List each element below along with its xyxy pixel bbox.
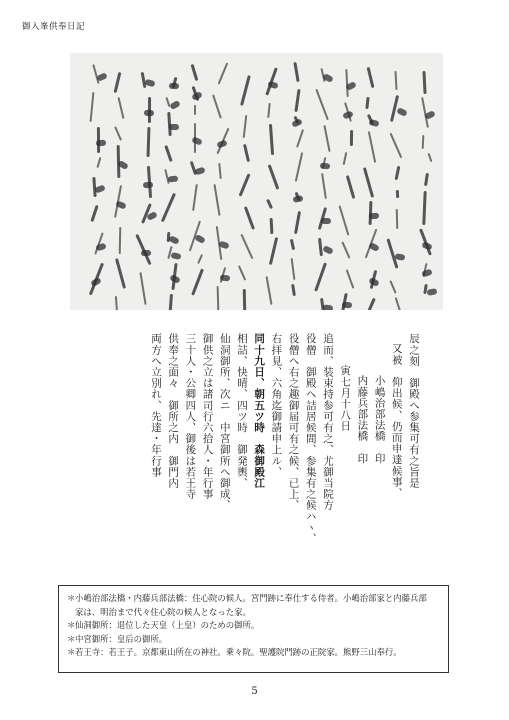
manuscript-stroke <box>238 266 246 281</box>
manuscript-stroke <box>293 62 299 82</box>
footnote-item: ＊小嶋治部法橋・内藤兵部法橋：住心院の候人。宮門跡に奉仕する侍者。小嶋治部家と内藤兵部 <box>67 592 440 606</box>
transcription-line: 又被 仰出候、仍而申達候事、 <box>390 343 403 499</box>
manuscript-stroke <box>194 234 206 244</box>
manuscript-stroke <box>146 127 150 157</box>
manuscript-stroke <box>217 139 228 148</box>
manuscript-stroke <box>424 173 429 186</box>
manuscript-stroke <box>294 89 300 112</box>
manuscript-stroke <box>240 75 251 105</box>
transcription-line: 辰之刻 御殿へ参集可有之旨是 <box>408 333 420 489</box>
transcription-line: 相詰、快晴、四ツ時 御発輿、 <box>235 333 248 489</box>
manuscript-stroke <box>168 294 173 310</box>
manuscript-stroke <box>169 124 179 130</box>
manuscript-stroke <box>396 107 408 117</box>
manuscript-stroke <box>296 129 304 148</box>
manuscript-stroke <box>422 71 426 94</box>
manuscript-stroke <box>394 71 397 90</box>
manuscript-stroke <box>321 218 331 224</box>
manuscript-stroke <box>267 164 279 189</box>
manuscript-stroke <box>268 237 277 265</box>
manuscript-stroke <box>390 280 397 294</box>
manuscript-stroke <box>118 98 125 120</box>
manuscript-stroke <box>295 152 303 182</box>
manuscript-stroke <box>323 125 330 152</box>
manuscript-stroke <box>168 176 179 183</box>
footnote-item: 家は、明治まで代々住心院の候人となった家。 <box>75 606 251 617</box>
page-number: 5 <box>251 686 258 697</box>
manuscript-stroke <box>217 62 228 84</box>
manuscript-stroke <box>191 137 203 147</box>
manuscript-stroke <box>318 238 323 256</box>
manuscript-stroke <box>345 175 354 198</box>
manuscript-stroke <box>115 258 126 288</box>
note-marker: ＊ <box>67 593 76 603</box>
transcription-line: 供奉之面々 御所之内 御門内 <box>167 333 180 489</box>
manuscript-stroke <box>422 135 425 149</box>
manuscript-stroke <box>341 242 350 260</box>
running-header: 御入峯供奉日記 <box>22 22 86 32</box>
manuscript-stroke <box>342 302 352 308</box>
manuscript-stroke <box>90 205 98 222</box>
manuscript-stroke <box>319 163 329 170</box>
manuscript-stroke <box>238 173 250 197</box>
manuscript-stroke <box>269 124 274 155</box>
manuscript-stroke <box>314 263 327 293</box>
manuscript-stroke <box>323 304 334 310</box>
manuscript-stroke <box>291 283 296 295</box>
manuscript-stroke <box>197 254 203 264</box>
manuscript-stroke <box>243 288 247 310</box>
manuscript-stroke <box>139 272 146 305</box>
manuscript-stroke <box>362 167 373 198</box>
transcription-line: 寅七月十八日 <box>339 365 352 432</box>
manuscript-stroke <box>97 156 102 167</box>
manuscript-stroke <box>141 250 151 256</box>
manuscript-stroke <box>361 297 376 310</box>
manuscript-stroke <box>266 199 273 209</box>
manuscript-stroke <box>220 274 231 281</box>
manuscript-stroke <box>369 212 379 219</box>
manuscript-stroke <box>96 140 106 147</box>
manuscript-stroke <box>267 103 270 118</box>
manuscript-stroke <box>390 133 403 159</box>
footnote-item: ＊仙洞御所：退位した天皇（上皇）のための御所。 <box>67 619 440 633</box>
manuscript-stroke <box>96 72 108 82</box>
manuscript-stroke <box>143 110 153 117</box>
manuscript-stroke <box>426 288 437 296</box>
manuscript-image <box>70 53 443 310</box>
manuscript-stroke <box>395 166 401 180</box>
manuscript-stroke <box>346 269 355 288</box>
manuscript-stroke <box>194 105 196 115</box>
transcription-line: 小嶋治部法橋 印 <box>373 375 386 464</box>
manuscript-stroke <box>142 182 152 189</box>
footnote-box <box>58 585 449 673</box>
manuscript-stroke <box>164 145 172 162</box>
manuscript-stroke <box>395 209 398 229</box>
manuscript-stroke <box>161 193 176 222</box>
transcription-line: 同十九日、朝五ツ時 森御殿江 <box>253 333 266 489</box>
manuscript-stroke <box>192 184 198 211</box>
transcription-line: 役僧へ右之趣御届可有之候、已上、 <box>287 333 300 511</box>
manuscript-stroke <box>91 277 103 287</box>
manuscript-stroke <box>191 269 204 297</box>
manuscript-stroke <box>293 195 304 203</box>
transcription-line: 御供之立は諸司行六拾人・年行事 <box>201 333 214 500</box>
manuscript-stroke <box>169 100 181 110</box>
manuscript-stroke <box>170 252 181 260</box>
note-marker: ＊ <box>67 620 76 630</box>
manuscript-stroke <box>422 191 426 225</box>
manuscript-stroke <box>395 253 406 261</box>
manuscript-stroke <box>291 118 303 128</box>
manuscript-stroke <box>290 258 295 280</box>
manuscript-stroke <box>422 241 434 250</box>
note-marker: ＊ <box>67 633 76 644</box>
manuscript-stroke <box>169 83 179 89</box>
transcription-line: 右拝見、六角迄御請申上ル、 <box>270 333 283 478</box>
manuscript-stroke <box>368 242 380 252</box>
footnote-item: ＊中宮御所：皇后の御所。 <box>67 633 440 647</box>
manuscript-stroke <box>343 152 348 165</box>
manuscript-stroke <box>366 67 374 88</box>
manuscript-stroke <box>244 206 255 230</box>
manuscript-stroke <box>242 115 247 138</box>
manuscript-stroke <box>212 95 222 120</box>
manuscript-stroke <box>265 276 272 305</box>
manuscript-stroke <box>217 286 220 310</box>
transcription-line: 追而、装束持参可有之、尤御当院方 <box>321 333 334 511</box>
manuscript-stroke <box>316 89 329 120</box>
manuscript-stroke <box>90 92 95 122</box>
manuscript-stroke <box>241 234 254 260</box>
manuscript-stroke <box>243 144 250 162</box>
manuscript-stroke <box>194 166 205 175</box>
manuscript-stroke <box>395 190 398 198</box>
manuscript-stroke <box>114 126 122 140</box>
manuscript-stroke <box>119 227 122 254</box>
transcription-line: 三十人・公卿四人、御後は若王寺 <box>184 333 197 500</box>
transcription-line: 両方へ立別れ、先達・年行事 <box>149 333 162 478</box>
footnote-item: ＊若王寺：若王子。京都東山所在の神社。乗々院。聖護院門跡の正院家。熊野三山奉行。 <box>67 646 440 660</box>
manuscript-stroke <box>365 96 369 108</box>
manuscript-stroke <box>427 153 432 162</box>
manuscript-stroke <box>290 239 295 251</box>
manuscript-stroke <box>270 218 274 234</box>
manuscript-stroke <box>213 184 220 216</box>
manuscript-stroke <box>218 163 222 179</box>
manuscript-stroke <box>114 72 122 93</box>
manuscript-stroke <box>321 173 327 199</box>
manuscript-stroke <box>168 235 180 245</box>
manuscript-stroke <box>368 119 379 127</box>
manuscript-stroke <box>350 130 353 146</box>
manuscript-stroke <box>338 205 349 235</box>
manuscript-stroke <box>368 131 376 163</box>
note-marker: ＊ <box>67 647 76 657</box>
transcription-line: 内藤兵部法橋 印 <box>356 375 369 464</box>
transcription-line: 仙洞御所、次ニ 中宮御所へ御成、 <box>218 333 231 511</box>
manuscript-stroke <box>191 64 199 81</box>
transcription-text <box>112 333 422 579</box>
manuscript-stroke <box>421 269 432 278</box>
transcription-line: 役僧 御殿へ詰居候間、参集有之候ハヽ、 <box>304 333 317 544</box>
manuscript-stroke <box>322 245 334 255</box>
manuscript-stroke <box>115 296 119 310</box>
manuscript-stroke <box>294 211 301 235</box>
manuscript-stroke <box>394 297 403 310</box>
